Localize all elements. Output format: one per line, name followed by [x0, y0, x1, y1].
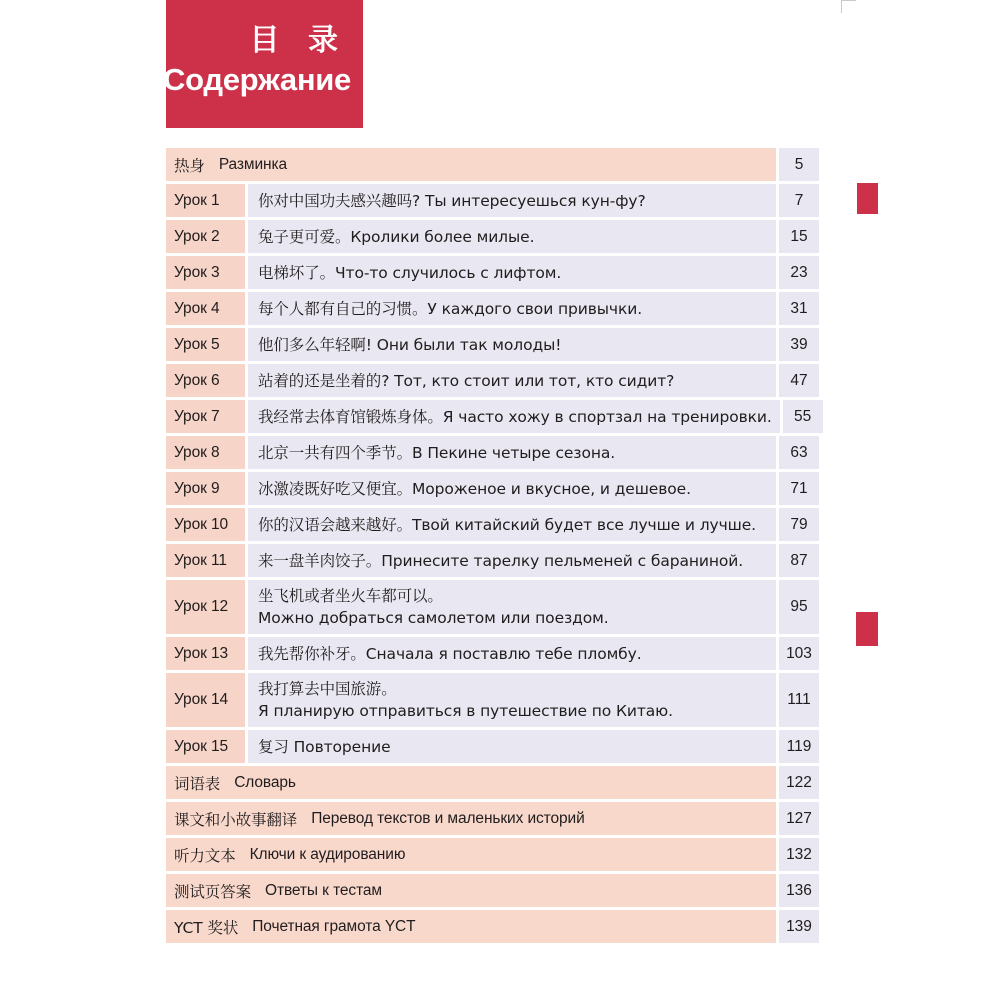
toc-row[interactable] — [166, 328, 819, 361]
toc-page-number: 132 — [779, 838, 819, 871]
toc-lesson-title — [248, 673, 776, 727]
toc-page-number: 5 — [779, 148, 819, 181]
toc-lesson-title — [248, 256, 776, 289]
toc-page-number: 79 — [779, 508, 819, 541]
toc-lesson-label: Урок 15 — [166, 730, 245, 763]
toc-row[interactable] — [166, 364, 819, 397]
toc-page-number: 87 — [779, 544, 819, 577]
toc-row[interactable] — [166, 802, 819, 835]
toc-page-number: 7 — [779, 184, 819, 217]
toc-lesson-title-line: 我打算去中国旅游。 — [258, 680, 397, 698]
toc-lesson-label: Урок 11 — [166, 544, 245, 577]
toc-lesson-label: Урок 1 — [166, 184, 245, 217]
toc-section-title-ru: Ключи к аудированию — [249, 845, 406, 863]
toc-lesson-title-line: 每个人都有自己的习惯。У каждого свои привычки. — [258, 299, 643, 318]
toc-lesson-title — [248, 508, 776, 541]
toc-lesson-title — [248, 184, 776, 217]
toc-lesson-title — [248, 472, 776, 505]
toc-section-cell — [166, 802, 776, 835]
toc-title-russian: Содержание — [163, 61, 351, 97]
toc-page-number: 23 — [779, 256, 819, 289]
toc-lesson-title-line: 复习 Повторение — [258, 737, 391, 756]
toc-lesson-label: Урок 8 — [166, 436, 245, 469]
toc-row[interactable] — [166, 874, 819, 907]
toc-lesson-label: Урок 9 — [166, 472, 245, 505]
edge-tab-lower — [856, 612, 878, 646]
toc-section-title-ru: Перевод текстов и маленьких историй — [311, 809, 585, 827]
toc-lesson-title-line: 坐飞机或者坐火车都可以。 — [258, 587, 443, 605]
toc-section-label-cn: 听力文本 — [174, 846, 236, 865]
crop-mark-top-right — [841, 0, 856, 13]
toc-page-number: 71 — [779, 472, 819, 505]
toc-lesson-label: Урок 6 — [166, 364, 245, 397]
toc-lesson-title-line: 我先帮你补牙。Сначала я поставлю тебе пломбу. — [258, 644, 642, 663]
toc-page-number: 103 — [779, 637, 819, 670]
toc-row[interactable] — [166, 400, 819, 433]
toc-lesson-label: Урок 14 — [166, 673, 245, 727]
toc-lesson-title-line: 他们多么年轻啊! Они были так молоды! — [258, 335, 562, 354]
toc-page-number: 119 — [779, 730, 819, 763]
toc-section-cell — [166, 910, 776, 943]
toc-lesson-label: Урок 3 — [166, 256, 245, 289]
toc-lesson-title-line: 冰激凌既好吃又便宜。Мороженое и вкусное, и дешевое. — [258, 479, 691, 498]
toc-section-cell — [166, 766, 776, 799]
toc-row[interactable] — [166, 730, 819, 763]
toc-section-label-cn: 测试页答案 — [174, 882, 252, 901]
toc-page-number: 111 — [779, 673, 819, 727]
toc-section-label-cn: 词语表 — [174, 774, 221, 793]
toc-row[interactable] — [166, 508, 819, 541]
toc-lesson-title — [248, 364, 776, 397]
toc-lesson-label: Урок 10 — [166, 508, 245, 541]
toc-lesson-label: Урок 5 — [166, 328, 245, 361]
toc-row[interactable] — [166, 148, 819, 181]
toc-lesson-label: Урок 13 — [166, 637, 245, 670]
toc-lesson-title-line: 你的汉语会越来越好。Твой китайский будет все лучше и лучше. — [258, 515, 757, 534]
toc-section-cell — [166, 874, 776, 907]
toc-page-number: 15 — [779, 220, 819, 253]
toc-row[interactable] — [166, 184, 819, 217]
toc-row[interactable] — [166, 910, 819, 943]
toc-row[interactable] — [166, 256, 819, 289]
toc-page-number: 39 — [779, 328, 819, 361]
toc-row[interactable] — [166, 673, 819, 727]
toc-lesson-title — [248, 400, 780, 433]
toc-row[interactable] — [166, 838, 819, 871]
toc-page-number: 63 — [779, 436, 819, 469]
toc-header-block — [163, 0, 363, 128]
toc-page-number: 55 — [783, 400, 823, 433]
toc-lesson-title-line: 兔子更可爱。Кролики более милые. — [258, 227, 535, 246]
toc-lesson-title-line: 电梯坏了。Что-то случилось с лифтом. — [258, 263, 562, 282]
toc-lesson-title-line: 我经常去体育馆锻炼身体。Я часто хожу в спортзал на тренировки. — [258, 407, 772, 426]
toc-section-label-cn: 热身 — [174, 156, 205, 175]
toc-row[interactable] — [166, 766, 819, 799]
toc-lesson-title-line: 你对中国功夫感兴趣吗? Ты интересуешься кун-фу? — [258, 191, 646, 210]
toc-lesson-title — [248, 328, 776, 361]
table-of-contents — [166, 148, 819, 946]
toc-page-number: 95 — [779, 580, 819, 634]
toc-section-cell — [166, 148, 776, 181]
toc-row[interactable] — [166, 580, 819, 634]
toc-lesson-title-line: 站着的还是坐着的? Тот, кто стоит или тот, кто сидит? — [258, 371, 675, 390]
toc-row[interactable] — [166, 544, 819, 577]
toc-page-number: 136 — [779, 874, 819, 907]
toc-page-number: 139 — [779, 910, 819, 943]
toc-row[interactable] — [166, 472, 819, 505]
toc-section-title-ru: Разминка — [218, 155, 288, 173]
toc-lesson-title — [248, 436, 776, 469]
toc-section-label-cn: YCT 奖状 — [174, 918, 239, 937]
toc-page-number: 47 — [779, 364, 819, 397]
toc-lesson-title — [248, 220, 776, 253]
toc-lesson-title-line: Можно добраться самолетом или поездом. — [258, 609, 609, 627]
edge-tab-upper — [857, 183, 878, 214]
toc-section-title-ru: Ответы к тестам — [265, 881, 382, 899]
toc-lesson-title-line: 北京一共有四个季节。В Пекине четыре сезона. — [258, 443, 616, 462]
toc-lesson-title-line: Я планирую отправиться в путешествие по Китаю. — [258, 702, 673, 720]
toc-lesson-label: Урок 4 — [166, 292, 245, 325]
toc-page-number: 122 — [779, 766, 819, 799]
toc-row[interactable] — [166, 220, 819, 253]
toc-title-chinese: 目 录 — [249, 23, 347, 59]
toc-row[interactable] — [166, 292, 819, 325]
toc-lesson-label: Урок 12 — [166, 580, 245, 634]
toc-lesson-label: Урок 2 — [166, 220, 245, 253]
toc-lesson-title — [248, 730, 776, 763]
toc-section-cell — [166, 838, 776, 871]
toc-lesson-title — [248, 544, 776, 577]
toc-row[interactable] — [166, 637, 819, 670]
toc-lesson-title-line: 来一盘羊肉饺子。Принесите тарелку пельменей с бараниной. — [258, 551, 744, 570]
toc-section-label-cn: 课文和小故事翻译 — [174, 810, 298, 829]
toc-row[interactable] — [166, 436, 819, 469]
toc-section-title-ru: Словарь — [234, 773, 296, 791]
toc-lesson-title — [248, 637, 776, 670]
toc-lesson-title — [248, 292, 776, 325]
toc-lesson-label: Урок 7 — [166, 400, 245, 433]
toc-page-number: 31 — [779, 292, 819, 325]
toc-section-title-ru: Почетная грамота YCT — [252, 917, 416, 935]
toc-lesson-title — [248, 580, 776, 634]
toc-page-number: 127 — [779, 802, 819, 835]
